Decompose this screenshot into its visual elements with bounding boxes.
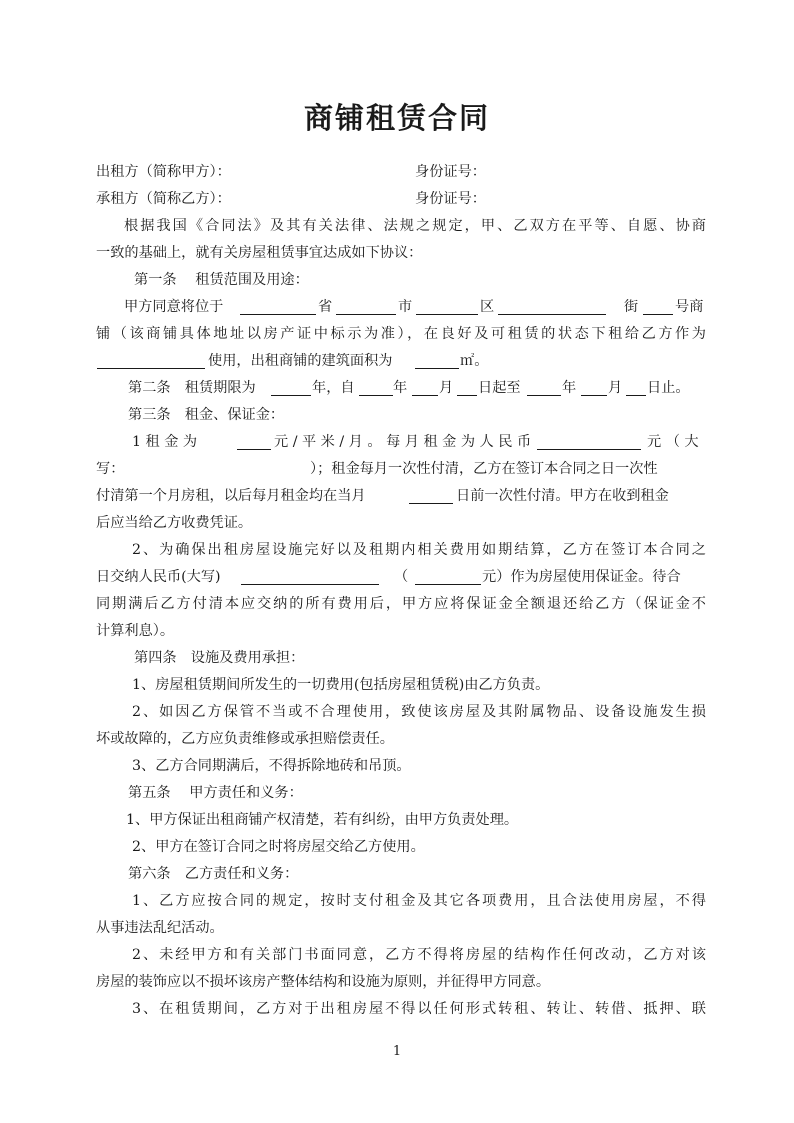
article-4-item-2-line-2: 坏或故障的，乙方应负责维修或承担赔偿责任。	[96, 731, 394, 747]
start-day-blank	[457, 380, 477, 396]
text: 第二条 租赁期限为	[128, 380, 256, 396]
article-6-item-2-line-2: 房屋的装饰应以不损坏该房产整体结构和设施为原则，并征得甲方同意。	[96, 974, 551, 990]
text: 市	[398, 299, 413, 315]
text: 元）作为房屋使用保证金。待合	[482, 569, 681, 585]
district-blank	[416, 299, 478, 315]
article-5-heading: 第五条 甲方责任和义务：	[128, 785, 303, 801]
text: 使用，出租商铺的建筑面积为	[208, 353, 393, 369]
monthly-rent-blank	[537, 434, 641, 450]
article-4-item-3: 3、乙方合同期满后，不得拆除地砖和吊顶。	[132, 758, 411, 774]
text: 年	[393, 380, 408, 396]
article-3-p2-line-4: 计算利息）。	[96, 623, 175, 639]
area-blank	[415, 353, 459, 369]
text: 元 / 平 米 / 月 。 每 月 租 金 为 人 民 币	[274, 434, 532, 450]
text: 年	[562, 380, 577, 396]
article-6-item-1-line-2: 从事违法乱纪活动。	[96, 920, 224, 936]
lessor-line	[96, 162, 706, 182]
end-day-blank	[626, 380, 646, 396]
text: ㎡。	[460, 353, 489, 369]
deposit-amount-blank	[415, 569, 481, 585]
text: 日起至	[478, 380, 521, 396]
text: （	[394, 569, 409, 585]
start-month-blank	[412, 380, 438, 396]
lessee-id-label: 身份证号：	[415, 191, 486, 207]
text: 月	[439, 380, 454, 396]
text: 日止。	[647, 380, 690, 396]
lessor-label: 出租方（简称甲方）：	[96, 164, 231, 180]
text: 月	[608, 380, 623, 396]
article-1-heading: 第一条 租赁范围及用途：	[134, 272, 309, 288]
lessor-id-label: 身份证号：	[415, 164, 486, 180]
usage-blank	[97, 353, 205, 369]
article-5-item-1: 1、甲方保证出租商铺产权清楚，若有纠纷，由甲方负责处理。	[126, 812, 519, 828]
article-3-p1-line-4: 后应当给乙方收费凭证。	[96, 515, 253, 531]
text: 日交纳人民币(大写)	[96, 569, 221, 585]
text: 元 （ 大	[647, 434, 699, 450]
city-blank	[336, 299, 396, 315]
end-year-blank	[527, 380, 561, 396]
lessee-label: 承租方（简称乙方）：	[96, 191, 231, 207]
street-name-blank	[498, 299, 606, 315]
article-6-item-3-line-1: 3、在租赁期间，乙方对于出租房屋不得以任何形式转租、转让、转借、抵押、联	[132, 1001, 706, 1017]
article-1-line-2: 铺（该商铺具体地址以房产证中标示为准），在良好及可租赁的状态下租给乙方作为	[96, 326, 706, 342]
document-title: 商铺租赁合同	[303, 101, 490, 135]
rent-per-sqm-blank	[237, 434, 271, 450]
intro-line-1: 根据我国《合同法》及其有关法律、法规之规定，甲、乙双方在平等、自愿、协商	[124, 218, 706, 234]
province-blank	[240, 299, 316, 315]
text: 年，自	[312, 380, 355, 396]
text: ）；租金每月一次性付清，乙方在签订本合同之日一次性	[310, 461, 658, 477]
end-month-blank	[581, 380, 607, 396]
lease-years-blank	[271, 380, 311, 396]
deposit-words-blank	[241, 569, 379, 585]
article-3-heading: 第三条 租金、保证金：	[128, 407, 285, 423]
article-6-item-2-line-1: 2、未经甲方和有关部门书面同意，乙方不得将房屋的结构作任何改动，乙方对该	[132, 947, 706, 963]
article-3-p2-line-1: 2、为确保出租房屋设施完好以及租期内相关费用如期结算，乙方在签订本合同之	[132, 542, 706, 558]
text: 写：	[96, 461, 125, 477]
article-4-item-2-line-1: 2、如因乙方保管不当或不合理使用，致使该房屋及其附属物品、设备设施发生损	[132, 704, 706, 720]
text: 日前一次性付清。甲方在收到租金	[456, 488, 669, 504]
lessee-line	[96, 189, 706, 209]
payment-day-blank	[409, 488, 453, 504]
article-5-item-2: 2、甲方在签订合同之时将房屋交给乙方使用。	[132, 839, 425, 855]
start-year-blank	[359, 380, 393, 396]
text: 省	[318, 299, 333, 315]
page-number: 1	[392, 1044, 402, 1059]
article-4-item-1: 1、房屋租赁期间所发生的一切费用(包括房屋租赁税)由乙方负责。	[132, 677, 550, 693]
text: 付清第一个月房租，以后每月租金均在当月	[96, 488, 366, 504]
article-6-item-1-line-1: 1、乙方应按合同的规定，按时支付租金及其它各项费用，且合法使用房屋，不得	[132, 893, 706, 909]
intro-line-2: 一致的基础上，就有关房屋租赁事宜达成如下协议：	[96, 245, 423, 261]
text: 甲方同意将位于	[124, 299, 224, 315]
article-6-heading: 第六条 乙方责任和义务：	[128, 866, 299, 882]
street-number-blank	[643, 299, 673, 315]
text: 号商	[675, 299, 704, 315]
article-4-heading: 第四条 设施及费用承担：	[134, 650, 305, 666]
text: 区	[480, 299, 495, 315]
article-3-p2-line-3: 同期满后乙方付清本应交纳的所有费用后，甲方应将保证金全额退还给乙方（保证金不	[96, 596, 706, 612]
text: 街	[624, 299, 639, 315]
text: 1 租 金 为	[132, 434, 198, 450]
